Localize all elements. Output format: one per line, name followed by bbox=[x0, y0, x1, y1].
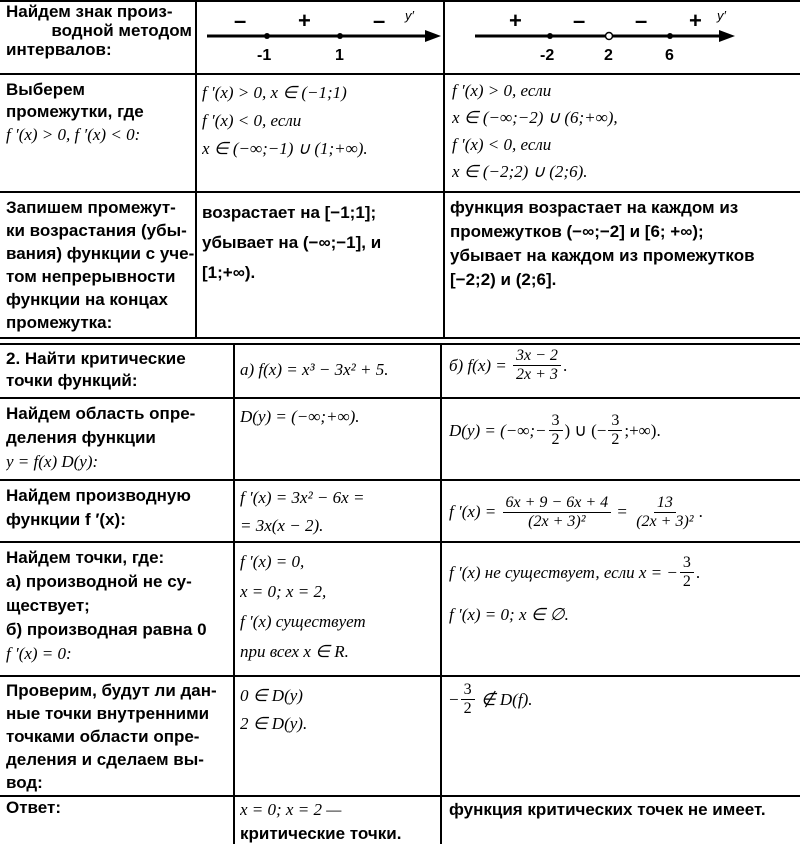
fraction bbox=[503, 494, 612, 531]
fraction-numerator: 3 bbox=[461, 681, 475, 700]
fraction-denominator: (2x + 3)² bbox=[636, 512, 694, 530]
text-line: [1;+∞). bbox=[202, 263, 256, 282]
point-label: -2 bbox=[540, 47, 555, 64]
row7-col-b-line1 bbox=[449, 554, 798, 591]
sign-plus: + bbox=[509, 8, 522, 33]
label-line: функции на концах bbox=[6, 290, 168, 309]
row3-col-a bbox=[202, 198, 442, 288]
label-line: вания) функции с уче- bbox=[6, 244, 194, 263]
label-line: Найдем точки, где: bbox=[6, 548, 165, 567]
point-label: 6 bbox=[665, 47, 674, 64]
axis-label: y′ bbox=[717, 8, 726, 23]
sign-minus: – bbox=[234, 8, 247, 33]
label-line: интервалов: bbox=[6, 40, 112, 59]
label-line: том непрерывности bbox=[6, 267, 176, 286]
row2-col-a bbox=[202, 79, 442, 163]
row4-col-b bbox=[449, 347, 794, 384]
formula-part: ∉ D(f). bbox=[476, 689, 533, 709]
fraction bbox=[633, 494, 696, 531]
math-line: x ∈ (−2;2) ∪ (2;6). bbox=[452, 162, 588, 181]
sign-axis-a bbox=[197, 2, 443, 72]
label-line: Найдем область опре- bbox=[6, 404, 196, 423]
fraction bbox=[549, 412, 563, 449]
row-divider bbox=[0, 795, 800, 797]
row-divider bbox=[0, 541, 800, 543]
row-divider bbox=[0, 191, 800, 193]
label-line: вод: bbox=[6, 773, 43, 792]
fraction-denominator: (2x + 3)² bbox=[528, 512, 586, 530]
sign-minus: – bbox=[373, 8, 386, 33]
text-line: убывает на (−∞;−1], и bbox=[202, 233, 382, 252]
row8-col-b bbox=[449, 681, 798, 718]
section-divider bbox=[0, 343, 800, 345]
math-line: f ′(x) < 0, если bbox=[202, 111, 302, 130]
label-line: б) производная равна 0 bbox=[6, 620, 207, 639]
row3-col-b bbox=[450, 196, 798, 292]
point-label: 2 bbox=[604, 47, 613, 64]
sign-axis-b bbox=[445, 2, 745, 72]
text-line: возрастает на [−1;1]; bbox=[202, 203, 377, 222]
row7-col-a bbox=[240, 547, 440, 667]
row6-label bbox=[6, 484, 232, 532]
math-line: f ′(x) = 0, bbox=[240, 552, 305, 571]
row-divider bbox=[0, 73, 800, 75]
label-line: Выберем bbox=[6, 80, 85, 99]
label-line: водной методом bbox=[51, 21, 192, 40]
formula-part: . bbox=[695, 562, 701, 582]
row5-col-a bbox=[240, 405, 440, 429]
fraction-numerator: 3x − 2 bbox=[513, 347, 561, 366]
row4-col-a bbox=[240, 358, 440, 382]
label-line: f ′(x) > 0, f ′(x) < 0: bbox=[6, 125, 141, 144]
math-line: f ′(x) существует bbox=[240, 612, 366, 631]
fraction bbox=[513, 347, 561, 384]
point-label: -1 bbox=[257, 47, 272, 64]
point-label: 1 bbox=[335, 47, 344, 64]
math-line: f ′(x) > 0, x ∈ (−1;1) bbox=[202, 83, 347, 102]
label-line: y = f(x) D(y): bbox=[6, 452, 99, 471]
fraction bbox=[608, 412, 622, 449]
label-line: а) производной не су- bbox=[6, 572, 192, 591]
math-line: f ′(x) > 0, если bbox=[452, 81, 552, 100]
sign-plus: + bbox=[689, 8, 702, 33]
text-line: [−2;2) и (2;6]. bbox=[450, 270, 557, 289]
math-line: x = 0; x = 2, bbox=[240, 582, 327, 601]
label-line: точки функций: bbox=[6, 371, 138, 390]
label-line: деления и сделаем вы- bbox=[6, 750, 204, 769]
row4-label bbox=[6, 348, 232, 392]
row9-label bbox=[6, 798, 232, 817]
label-line: Найдем производную bbox=[6, 486, 191, 505]
math-line: = 3x(x − 2). bbox=[240, 516, 324, 535]
label-line: промежутки, где bbox=[6, 102, 144, 121]
row-divider bbox=[0, 397, 800, 399]
fraction-numerator: 13 bbox=[654, 494, 676, 513]
text-line: убывает на каждом из промежутков bbox=[450, 246, 755, 265]
fraction-denominator: 2x + 3 bbox=[516, 366, 558, 383]
row2-label bbox=[6, 79, 194, 147]
text-line: функция возрастает на каждом из bbox=[450, 198, 739, 217]
math-line: при всех x ∈ R. bbox=[240, 642, 349, 661]
formula-part: f ′(x) = bbox=[449, 502, 501, 521]
math-line: x ∈ (−∞;−2) ∪ (6;+∞), bbox=[452, 108, 618, 127]
row7-col-b-line2 bbox=[449, 603, 798, 627]
math-line: f ′(x) < 0, если bbox=[452, 135, 552, 154]
row1-label bbox=[6, 2, 192, 59]
formula-part: f ′(x) не существует, если x = − bbox=[449, 562, 678, 582]
fraction-numerator: 6x + 9 − 6x + 4 bbox=[503, 494, 612, 513]
row-divider bbox=[0, 479, 800, 481]
formula-part: ) ∪ (− bbox=[564, 420, 607, 440]
math-line: x ∈ (−∞;−1) ∪ (1;+∞). bbox=[202, 139, 368, 158]
label-line: точками области опре- bbox=[6, 727, 200, 746]
row3-label bbox=[6, 196, 194, 334]
math-line: 2 ∈ D(y). bbox=[240, 714, 308, 733]
answer-label: Ответ: bbox=[6, 798, 61, 817]
label-line: промежутка: bbox=[6, 313, 113, 332]
row9-col-a bbox=[240, 798, 440, 846]
label-line: 2. Найти критические bbox=[6, 349, 186, 368]
row5-col-b bbox=[449, 412, 794, 449]
label-line: f ′(x) = 0: bbox=[6, 644, 72, 663]
answer-line: функция критических точек не имеет. bbox=[449, 800, 766, 819]
sign-minus: – bbox=[635, 8, 648, 33]
row-divider bbox=[0, 675, 800, 677]
fraction-numerator: 3 bbox=[608, 412, 622, 431]
label-line: Запишем промежут- bbox=[6, 198, 176, 217]
formula-part: ;+∞). bbox=[624, 420, 661, 440]
label-line: функции f ′(x): bbox=[6, 510, 126, 529]
row5-label bbox=[6, 402, 232, 474]
row2-col-b bbox=[452, 77, 797, 185]
fraction-denominator: 2 bbox=[682, 573, 691, 590]
column-divider bbox=[233, 343, 235, 844]
sign-plus: + bbox=[298, 8, 311, 33]
label-line: ществует; bbox=[6, 596, 90, 615]
axis-label: y′ bbox=[405, 8, 414, 23]
row8-col-a bbox=[240, 682, 440, 738]
function-formula: а) f(x) = x³ − 3x² + 5. bbox=[240, 360, 389, 379]
fraction-denominator: 2 bbox=[551, 431, 560, 448]
row6-col-a bbox=[240, 484, 440, 540]
row8-label bbox=[6, 679, 232, 794]
math-line: f ′(x) = 0; x ∈ ∅. bbox=[449, 605, 569, 624]
math-line: f ′(x) = 3x² − 6x = bbox=[240, 488, 365, 507]
formula-part: D(y) = (−∞;− bbox=[449, 420, 547, 440]
row6-col-b bbox=[449, 484, 798, 540]
row-divider bbox=[0, 337, 800, 339]
column-divider bbox=[440, 343, 442, 844]
fraction bbox=[461, 681, 475, 718]
formula-suffix: . bbox=[562, 355, 568, 375]
fraction-denominator: 2 bbox=[463, 700, 472, 717]
answer-line: критические точки. bbox=[240, 824, 402, 843]
formula-part: = bbox=[613, 502, 632, 521]
label-line: ки возрастания (убы- bbox=[6, 221, 187, 240]
row9-col-b bbox=[449, 800, 798, 819]
text-line: промежутков (−∞;−2] и [6; +∞); bbox=[450, 222, 704, 241]
math-line: 0 ∈ D(y) bbox=[240, 686, 303, 705]
fraction bbox=[680, 554, 694, 591]
answer-line: x = 0; x = 2 — bbox=[240, 800, 342, 819]
fraction-numerator: 3 bbox=[549, 412, 563, 431]
formula-prefix: б) f(x) = bbox=[449, 355, 512, 375]
fraction-denominator: 2 bbox=[611, 431, 620, 448]
row7-label bbox=[6, 546, 232, 666]
label-line: деления функции bbox=[6, 428, 156, 447]
label-line: Проверим, будут ли дан- bbox=[6, 681, 217, 700]
domain-formula: D(y) = (−∞;+∞). bbox=[240, 407, 360, 426]
formula-part: . bbox=[698, 502, 703, 521]
formula-part: − bbox=[449, 689, 459, 709]
fraction-numerator: 3 bbox=[680, 554, 694, 573]
label-line: Найдем знак произ- bbox=[6, 2, 173, 21]
label-line: ные точки внутренними bbox=[6, 704, 210, 723]
sign-minus: – bbox=[573, 8, 586, 33]
